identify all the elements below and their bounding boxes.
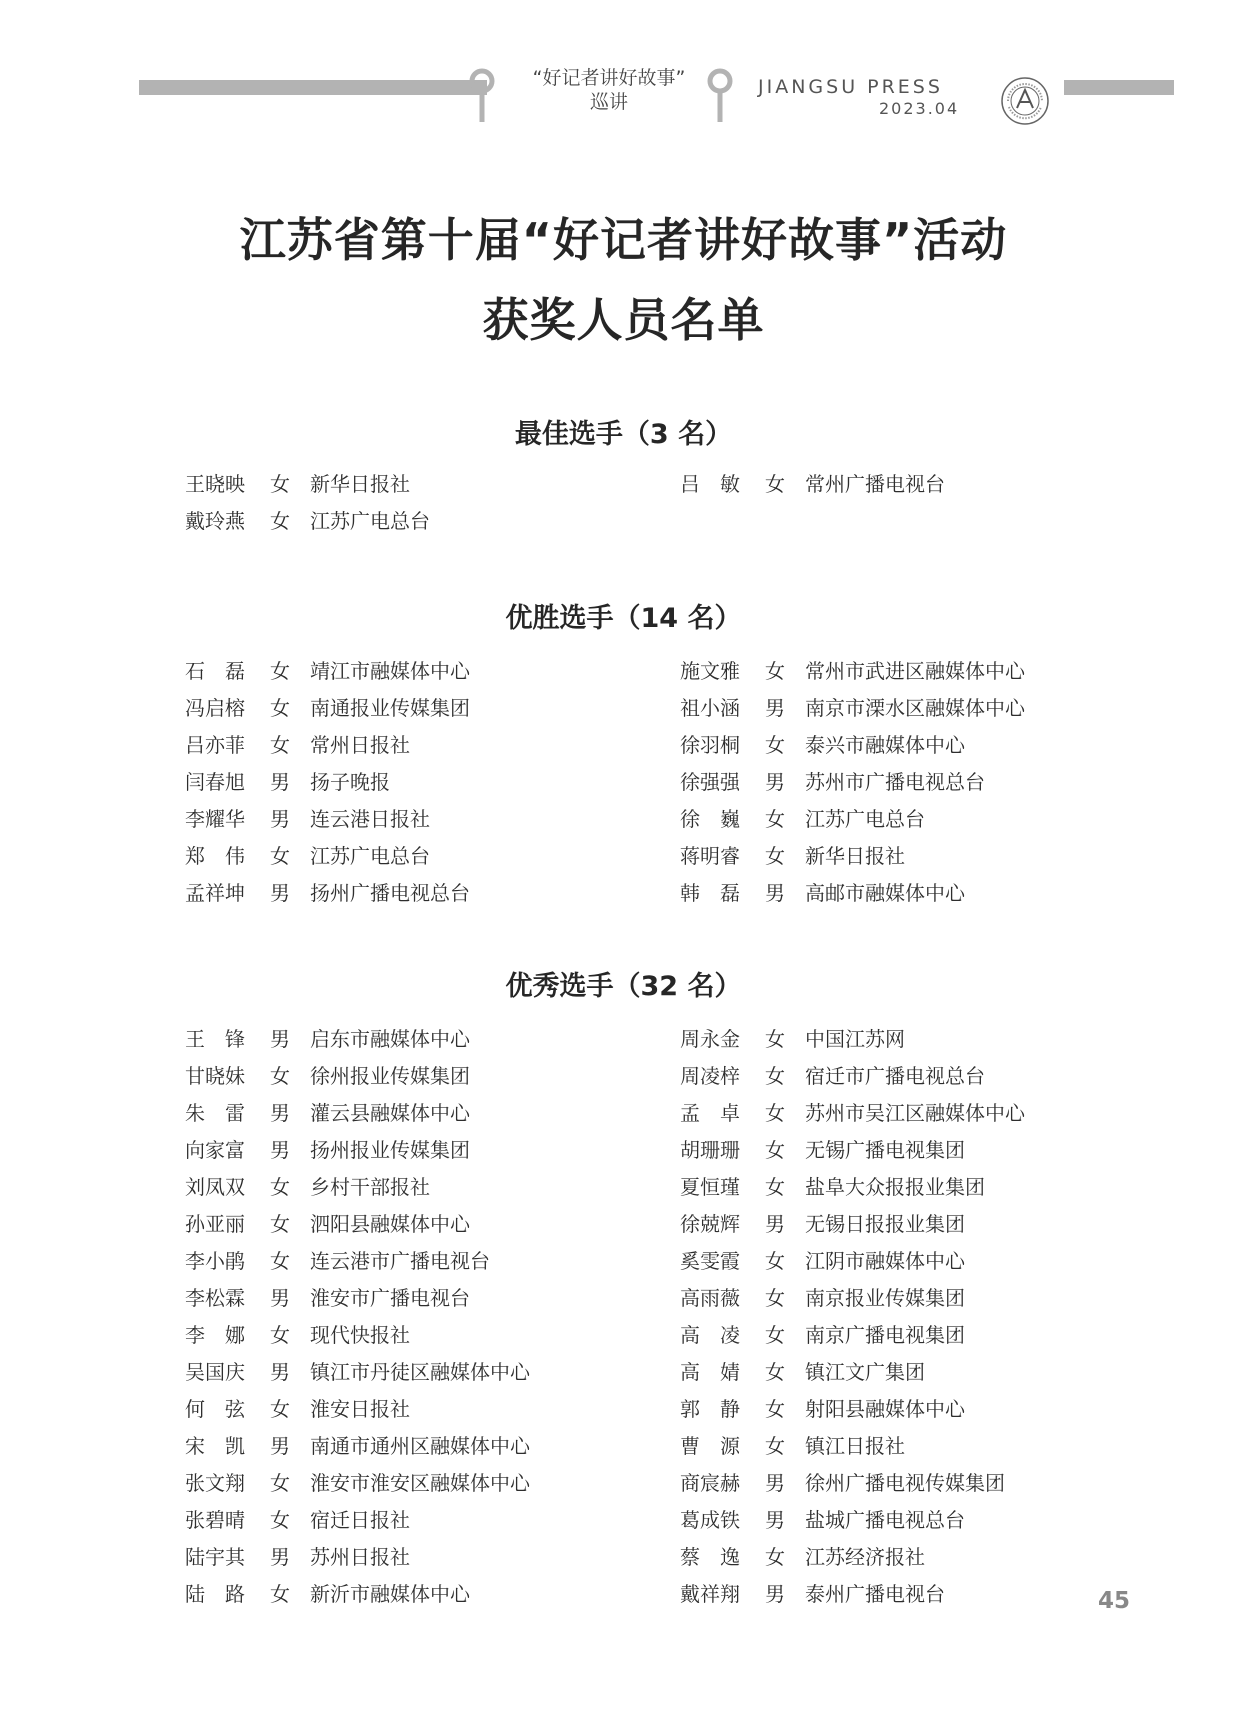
winner-organization: 宿迁日报社 (310, 1508, 410, 1532)
winner-name: 吕 敏 (680, 472, 740, 496)
association-seal-logo (1000, 76, 1050, 126)
winner-gender: 女 (765, 1545, 785, 1569)
winner-name: 葛成铁 (680, 1508, 740, 1532)
winner-name: 吴国庆 (185, 1360, 245, 1384)
winner-organization: 常州广播电视台 (805, 472, 945, 496)
magazine-name: JIANGSU PRESS (758, 76, 943, 98)
winner-gender: 女 (765, 1064, 785, 1088)
winner-name: 徐强强 (680, 770, 740, 794)
winner-name: 孙亚丽 (185, 1212, 245, 1236)
winner-organization: 新华日报社 (805, 844, 905, 868)
winner-name: 李 娜 (185, 1323, 245, 1347)
winner-name: 王 锋 (185, 1027, 245, 1051)
winner-name: 施文雅 (680, 659, 740, 683)
winner-gender: 女 (765, 472, 785, 496)
winner-name: 徐 巍 (680, 807, 740, 831)
winner-organization: 高邮市融媒体中心 (805, 881, 965, 905)
winner-organization: 无锡日报报业集团 (805, 1212, 965, 1236)
winner-name: 蔡 逸 (680, 1545, 740, 1569)
winner-gender: 女 (270, 1212, 290, 1236)
winner-organization: 扬子晚报 (310, 770, 390, 794)
winner-organization: 南京广播电视集团 (805, 1323, 965, 1347)
winner-name: 高雨薇 (680, 1286, 740, 1310)
winner-gender: 女 (270, 1323, 290, 1347)
winner-name: 高 凌 (680, 1323, 740, 1347)
page-title-line1: 江苏省第十届“好记者讲好故事”活动 (239, 213, 1008, 267)
winner-gender: 女 (270, 1397, 290, 1421)
winner-organization: 江苏经济报社 (805, 1545, 925, 1569)
winner-name: 张文翔 (185, 1471, 245, 1495)
winner-gender: 男 (765, 1582, 785, 1606)
winner-name: 冯启榕 (185, 696, 245, 720)
winner-organization: 镇江日报社 (805, 1434, 905, 1458)
winner-name: 夏恒瑾 (680, 1175, 740, 1199)
winner-name: 刘凤双 (185, 1175, 245, 1199)
winner-gender: 女 (765, 844, 785, 868)
winner-organization: 徐州广播电视传媒集团 (805, 1471, 1005, 1495)
winner-gender: 女 (270, 659, 290, 683)
column-title-line1: “好记者讲好故事” (532, 67, 686, 89)
winner-gender: 女 (765, 1027, 785, 1051)
winner-gender: 女 (765, 1175, 785, 1199)
winner-organization: 苏州市广播电视总台 (805, 770, 985, 794)
winner-name: 周凌梓 (680, 1064, 740, 1088)
column-title-line2: 巡讲 (589, 91, 628, 113)
winner-gender: 女 (270, 509, 290, 533)
winner-organization: 苏州市吴江区融媒体中心 (805, 1101, 1025, 1125)
winner-gender: 男 (270, 881, 290, 905)
winner-organization: 徐州报业传媒集团 (310, 1064, 470, 1088)
winner-name: 郑 伟 (185, 844, 245, 868)
winner-organization: 南京报业传媒集团 (805, 1286, 965, 1310)
winner-gender: 男 (765, 770, 785, 794)
winner-name: 高 婧 (680, 1360, 740, 1384)
winner-organization: 现代快报社 (310, 1323, 410, 1347)
winner-name: 宋 凯 (185, 1434, 245, 1458)
winner-name: 陆 路 (185, 1582, 245, 1606)
winner-organization: 中国江苏网 (805, 1027, 905, 1051)
winner-name: 周永金 (680, 1027, 740, 1051)
winner-organization: 江苏广电总台 (310, 509, 430, 533)
winner-gender: 女 (765, 1249, 785, 1273)
winner-name: 李松霖 (185, 1286, 245, 1310)
winner-organization: 新华日报社 (310, 472, 410, 496)
winner-organization: 连云港市广播电视台 (310, 1249, 490, 1273)
winner-gender: 男 (765, 1212, 785, 1236)
winner-name: 孟祥坤 (185, 881, 245, 905)
pin-icon (467, 68, 497, 124)
winner-name: 李小鹃 (185, 1249, 245, 1273)
winner-gender: 女 (765, 807, 785, 831)
winner-name: 何 弦 (185, 1397, 245, 1421)
winner-name: 商宸赫 (680, 1471, 740, 1495)
winner-organization: 镇江文广集团 (805, 1360, 925, 1384)
winner-gender: 女 (270, 733, 290, 757)
winner-gender: 男 (765, 881, 785, 905)
winner-gender: 男 (270, 807, 290, 831)
winner-organization: 镇江市丹徒区融媒体中心 (310, 1360, 530, 1384)
winner-name: 曹 源 (680, 1434, 740, 1458)
winner-organization: 泗阳县融媒体中心 (310, 1212, 470, 1236)
winner-organization: 南通市通州区融媒体中心 (310, 1434, 530, 1458)
column-title (510, 66, 708, 114)
section-heading: 最佳选手（3 名） (514, 419, 733, 450)
winner-organization: 苏州日报社 (310, 1545, 410, 1569)
winner-gender: 女 (765, 1286, 785, 1310)
winner-organization: 盐阜大众报报业集团 (805, 1175, 985, 1199)
winner-organization: 泰兴市融媒体中心 (805, 733, 965, 757)
winner-gender: 男 (765, 1508, 785, 1532)
section-heading: 优秀选手（32 名） (505, 971, 742, 1002)
winner-gender: 女 (270, 1249, 290, 1273)
winner-organization: 靖江市融媒体中心 (310, 659, 470, 683)
winner-organization: 无锡广播电视集团 (805, 1138, 965, 1162)
winner-organization: 淮安市广播电视台 (310, 1286, 470, 1310)
winner-gender: 女 (270, 1175, 290, 1199)
winner-name: 李耀华 (185, 807, 245, 831)
winner-gender: 女 (765, 1138, 785, 1162)
winner-organization: 扬州报业传媒集团 (310, 1138, 470, 1162)
winner-gender: 女 (765, 659, 785, 683)
winner-organization: 盐城广播电视总台 (805, 1508, 965, 1532)
winner-organization: 新沂市融媒体中心 (310, 1582, 470, 1606)
winner-organization: 南通报业传媒集团 (310, 696, 470, 720)
winner-gender: 女 (765, 1360, 785, 1384)
winner-organization: 灌云县融媒体中心 (310, 1101, 470, 1125)
page-header (0, 0, 1247, 140)
winner-gender: 男 (765, 696, 785, 720)
winner-name: 陆宇其 (185, 1545, 245, 1569)
winner-organization: 江阴市融媒体中心 (805, 1249, 965, 1273)
winner-name: 徐羽桐 (680, 733, 740, 757)
winner-gender: 女 (765, 1434, 785, 1458)
winner-name: 吕亦菲 (185, 733, 245, 757)
winner-gender: 男 (270, 1138, 290, 1162)
page-number: 45 (1098, 1588, 1131, 1614)
winner-organization: 扬州广播电视总台 (310, 881, 470, 905)
winner-gender: 女 (270, 1471, 290, 1495)
winner-gender: 男 (765, 1471, 785, 1495)
winner-organization: 常州日报社 (310, 733, 410, 757)
winner-organization: 淮安市淮安区融媒体中心 (310, 1471, 530, 1495)
winner-name: 祖小涵 (680, 696, 740, 720)
pin-icon (705, 68, 735, 124)
winner-gender: 女 (765, 1397, 785, 1421)
winner-organization: 南京市溧水区融媒体中心 (805, 696, 1025, 720)
winner-organization: 淮安日报社 (310, 1397, 410, 1421)
winner-gender: 男 (270, 1286, 290, 1310)
winner-name: 徐兢辉 (680, 1212, 740, 1236)
winner-gender: 女 (270, 472, 290, 496)
winner-gender: 男 (270, 1545, 290, 1569)
winner-name: 闫春旭 (185, 770, 245, 794)
header-rule-left (139, 80, 487, 95)
winner-name: 戴祥翔 (680, 1582, 740, 1606)
winner-name: 张碧晴 (185, 1508, 245, 1532)
winner-organization: 乡村干部报社 (310, 1175, 430, 1199)
winner-name: 奚雯霞 (680, 1249, 740, 1273)
winner-name: 戴玲燕 (185, 509, 245, 533)
winner-name: 郭 静 (680, 1397, 740, 1421)
winner-name: 甘晓妹 (185, 1064, 245, 1088)
winner-gender: 女 (270, 1064, 290, 1088)
winner-organization: 常州市武进区融媒体中心 (805, 659, 1025, 683)
winner-gender: 女 (270, 696, 290, 720)
winner-gender: 女 (270, 844, 290, 868)
winner-gender: 男 (270, 1101, 290, 1125)
winner-gender: 女 (765, 733, 785, 757)
winner-gender: 男 (270, 1434, 290, 1458)
winner-gender: 男 (270, 770, 290, 794)
winner-name: 韩 磊 (680, 881, 740, 905)
winner-name: 向家富 (185, 1138, 245, 1162)
winner-organization: 启东市融媒体中心 (310, 1027, 470, 1051)
winner-organization: 射阳县融媒体中心 (805, 1397, 965, 1421)
winner-gender: 女 (270, 1582, 290, 1606)
section-heading: 优胜选手（14 名） (505, 603, 742, 634)
winner-organization: 宿迁市广播电视总台 (805, 1064, 985, 1088)
header-rule-right (1064, 80, 1174, 95)
page-title-line2: 获奖人员名单 (482, 293, 765, 347)
winner-gender: 女 (270, 1508, 290, 1532)
winner-organization: 江苏广电总台 (310, 844, 430, 868)
winner-name: 胡珊珊 (680, 1138, 740, 1162)
winner-name: 石 磊 (185, 659, 245, 683)
winner-name: 孟 卓 (680, 1101, 740, 1125)
winner-organization: 连云港日报社 (310, 807, 430, 831)
winner-organization: 泰州广播电视台 (805, 1582, 945, 1606)
winner-organization: 江苏广电总台 (805, 807, 925, 831)
winner-name: 蒋明睿 (680, 844, 740, 868)
winner-gender: 男 (270, 1027, 290, 1051)
winner-name: 朱 雷 (185, 1101, 245, 1125)
winner-gender: 女 (765, 1101, 785, 1125)
winner-name: 王晓映 (185, 472, 245, 496)
issue-number: 2023.04 (879, 99, 960, 118)
winner-gender: 女 (765, 1323, 785, 1347)
winner-gender: 男 (270, 1360, 290, 1384)
